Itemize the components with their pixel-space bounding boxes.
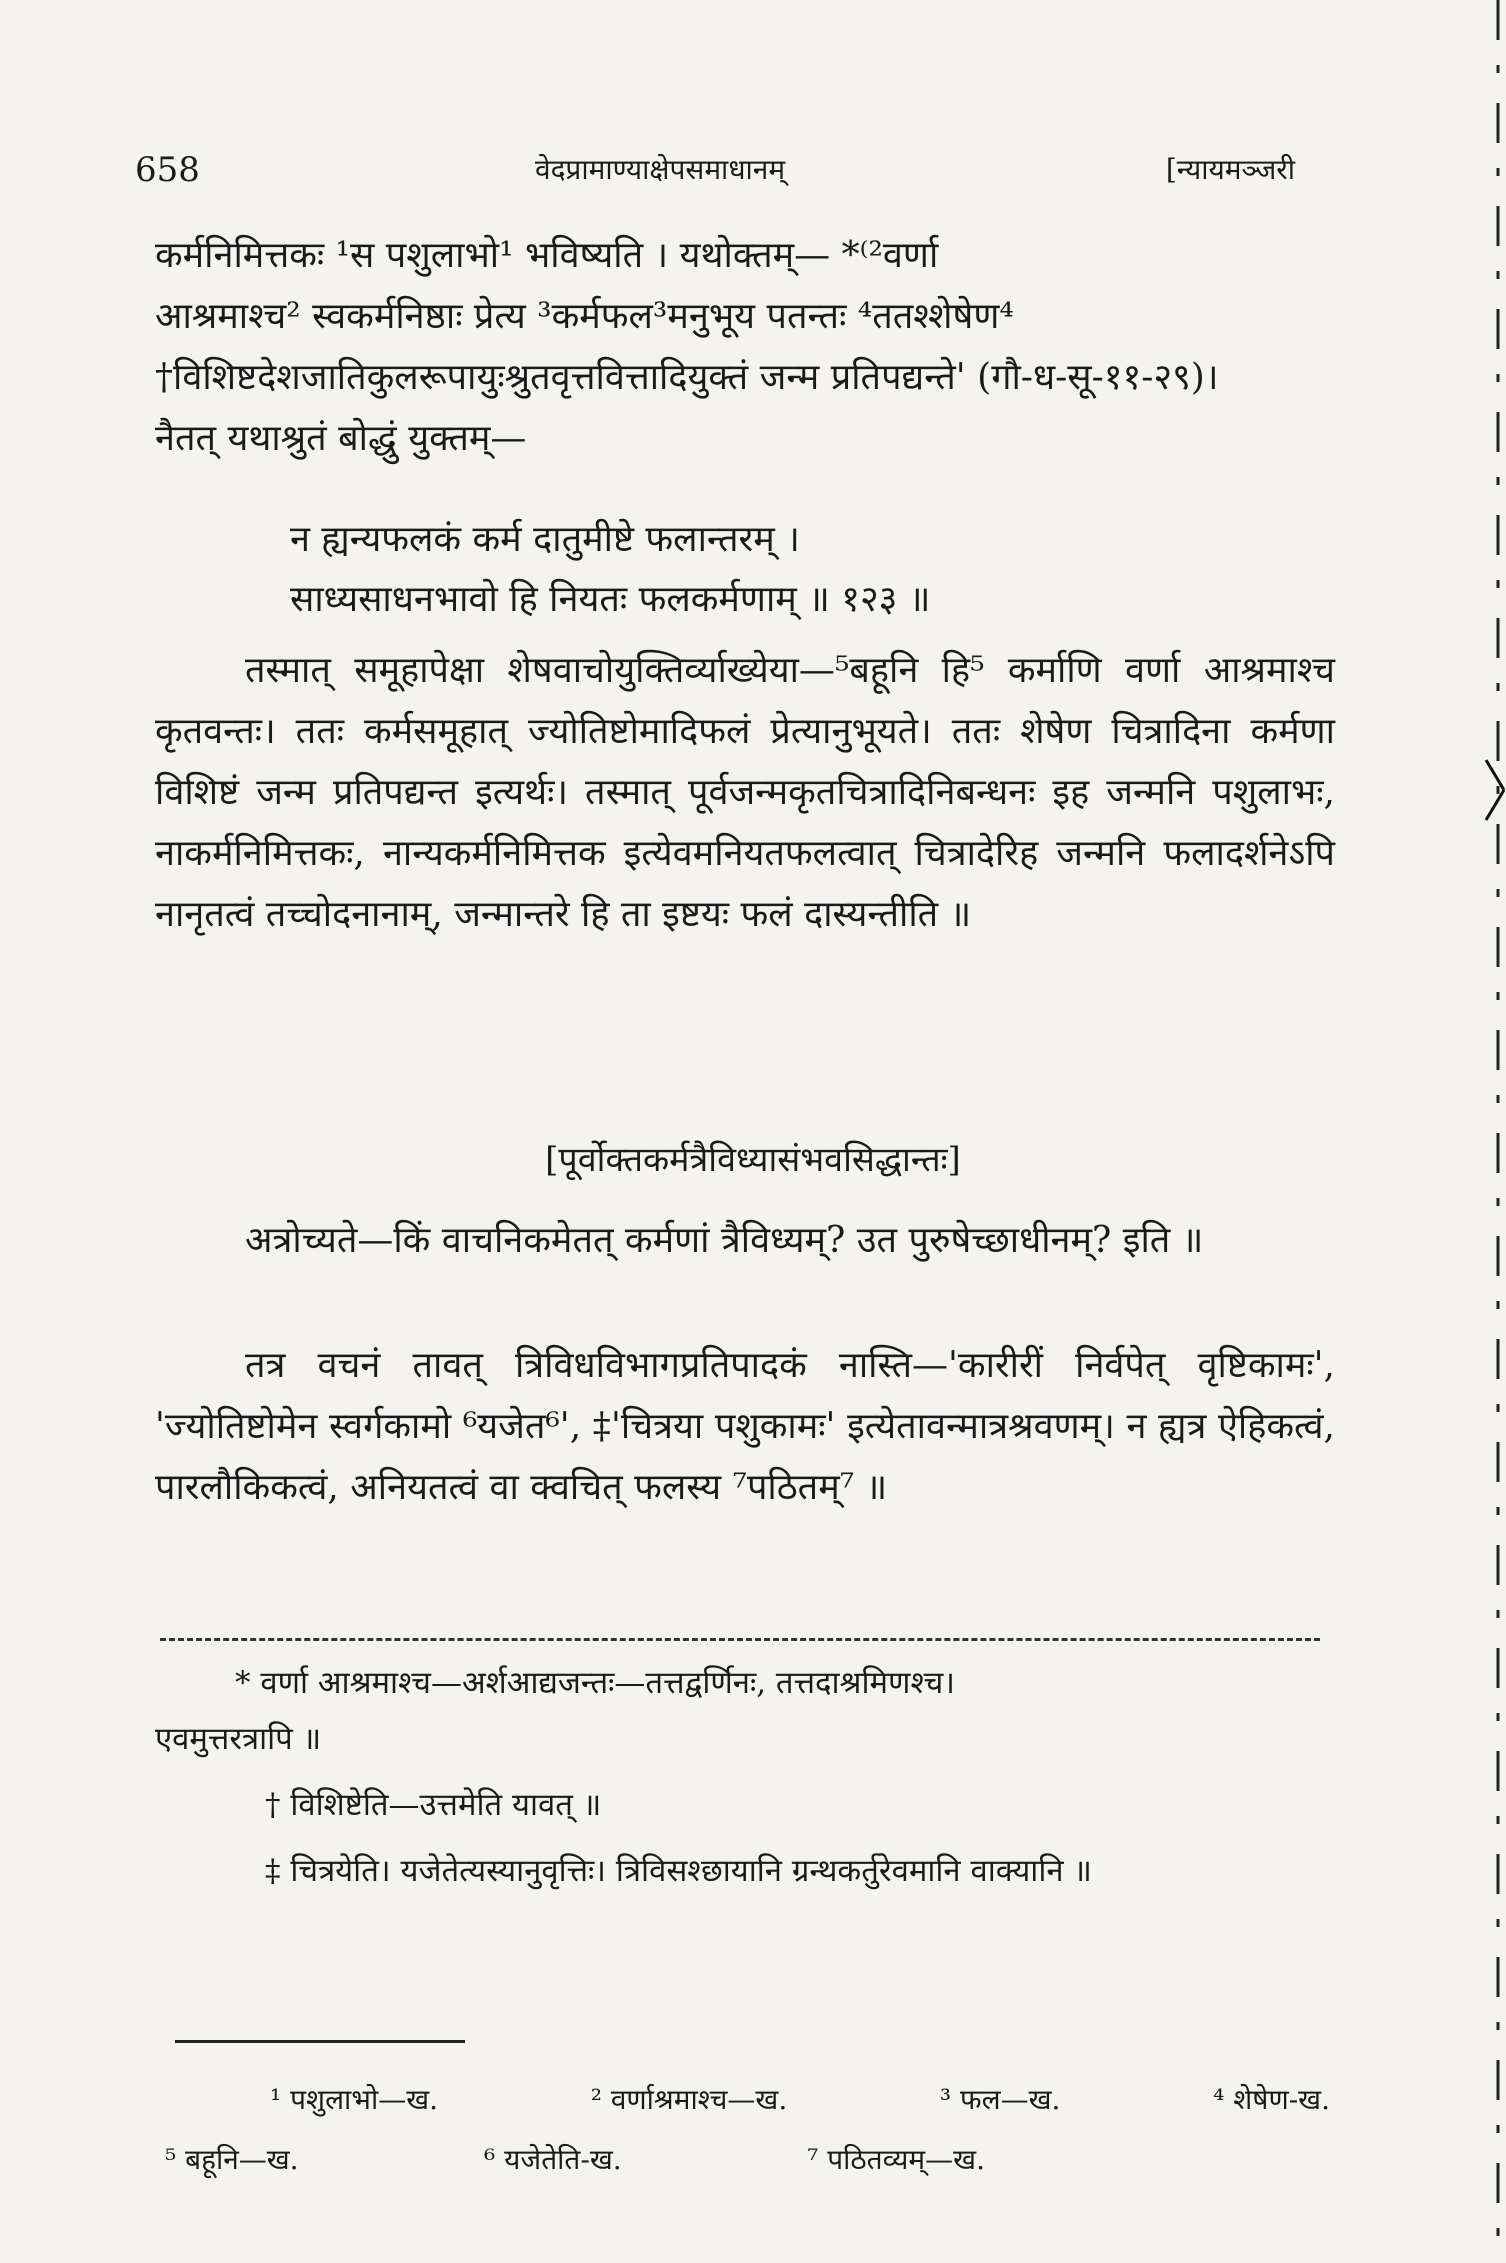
- verse-line: न ह्यन्यफलकं कर्म दातुमीष्टे फलान्तरम् ।: [290, 519, 800, 560]
- variant-reading: ⁴ शेषेण-ख.: [1213, 2083, 1330, 2116]
- variant-readings-row-2: [165, 2140, 985, 2178]
- section-heading: [पूर्वोक्तकर्मत्रैविध्यासंभवसिद्धान्तः]: [545, 1140, 961, 1180]
- footnote: ‡ चित्रयेति। यजेतेत्यस्यानुवृत्तिः। त्रिविसश्छायानि ग्रन्थकर्तुरेवमानि वाक्यानि ॥: [265, 1853, 1092, 1889]
- footnote: एवमुत्तरत्रापि ॥: [155, 1721, 322, 1757]
- variant-reading: ⁶ यजेतेति-ख.: [484, 2143, 622, 2176]
- footnote-divider: [160, 1638, 1320, 1641]
- text-line: †विशिष्टदेशजातिकुलरूपायुःश्रुतवृत्तवित्तादियुक्तं जन्म प्रतिपद्यन्ते' (गौ-ध-सू-११-२९)।: [155, 357, 1219, 398]
- intro-paragraph: [155, 225, 1335, 469]
- page-number: 658: [135, 150, 200, 190]
- footnote: † विशिष्टेति—उत्तमेति यावत् ॥: [265, 1787, 602, 1823]
- running-title: वेदप्रामाण्याक्षेपसमाधानम्: [535, 153, 786, 186]
- paragraph-3: अत्रोच्यते—किं वाचनिकमेतत् कर्मणां त्रैविध्यम्? उत पुरुषेच्छाधीनम्? इति ॥: [245, 1220, 1204, 1261]
- variant-reading: ¹ पशुलाभो—ख.: [270, 2083, 439, 2116]
- verse-block: [290, 510, 1290, 630]
- footnote-block: [155, 1655, 1335, 1899]
- paragraph-4: तत्र वचनं तावत् त्रिविधविभागप्रतिपादकं नास्ति—'कारीरीं निर्वपेत् वृष्टिकामः', 'ज्योतिष्टोमेन स्वर्गकामो ⁶यजेत⁶', ‡'चित्रया पशुकामः' इत्येतावन्मात्रश्रवणम्। न ह्यत्र ऐहिकत्वं, पारलौकिकत्वं, अनियतत्वं वा क्वचित् फलस्य ⁷पठितम्⁷ ॥: [155, 1345, 1335, 1508]
- footnote: * वर्णा आश्रमाश्च—अर्शआद्यजन्तः—तत्तद्वर्णिनः, तत्तदाश्रमिणश्च।: [235, 1665, 956, 1701]
- text-line: नैतत् यथाश्रुतं बोद्धुं युक्तम्—: [155, 418, 527, 459]
- variant-reading: ⁷ पठितव्यम्—ख.: [807, 2143, 985, 2176]
- verse-line: साध्यसाधनभावो हि नियतः फलकर्मणाम् ॥ १२३ ॥: [290, 579, 931, 620]
- variant-readings-row-1: [270, 2080, 1330, 2118]
- text-line: कर्मनिमित्तकः ¹स पशुलाभो¹ भविष्यति । यथोक्तम्— *⁽²वर्णा: [155, 235, 939, 276]
- variant-reading: ³ फल—ख.: [939, 2083, 1061, 2116]
- variants-divider: [175, 2040, 465, 2043]
- page-header: [135, 150, 1295, 190]
- variant-reading: ² वर्णाश्रमाश्च—ख.: [590, 2083, 788, 2116]
- variant-reading: ⁵ बहूनि—ख.: [165, 2143, 299, 2176]
- scan-edge-marks: [1476, 0, 1506, 2263]
- paragraph-2: तस्मात् समूहापेक्षा शेषवाचोयुक्तिर्व्याख्येया—⁵बहूनि हि⁵ कर्माणि वर्णा आश्रमाश्च कृतवन्तः। ततः कर्मसमूहात् ज्योतिष्टोमादिफलं प्रेत्यानुभूयते। ततः शेषेण चित्रादिना कर्मणा विशिष्टं जन्म प्रतिपद्यन्त इत्यर्थः। तस्मात् पूर्वजन्मकृतचित्रादिनिबन्धनः इह जन्मनि पशुलाभः, नाकर्मनिमित्तकः, नान्यकर्मनिमित्तक इत्येवमनियतफलत्वात् चित्रादेरिह जन्मनि फलादर्शनेऽपि नानृतत्वं तच्चोदनानाम्, जन्मान्तरे हि ता इष्टयः फलं दास्यन्तीति ॥: [155, 650, 1335, 935]
- section-title: [न्यायमञ्जरी: [1165, 153, 1295, 186]
- text-line: आश्रमाश्च² स्वकर्मनिष्ठाः प्रेत्य ³कर्मफल³मनुभूय पतन्तः ⁴ततश्शेषेण⁴: [155, 296, 1014, 337]
